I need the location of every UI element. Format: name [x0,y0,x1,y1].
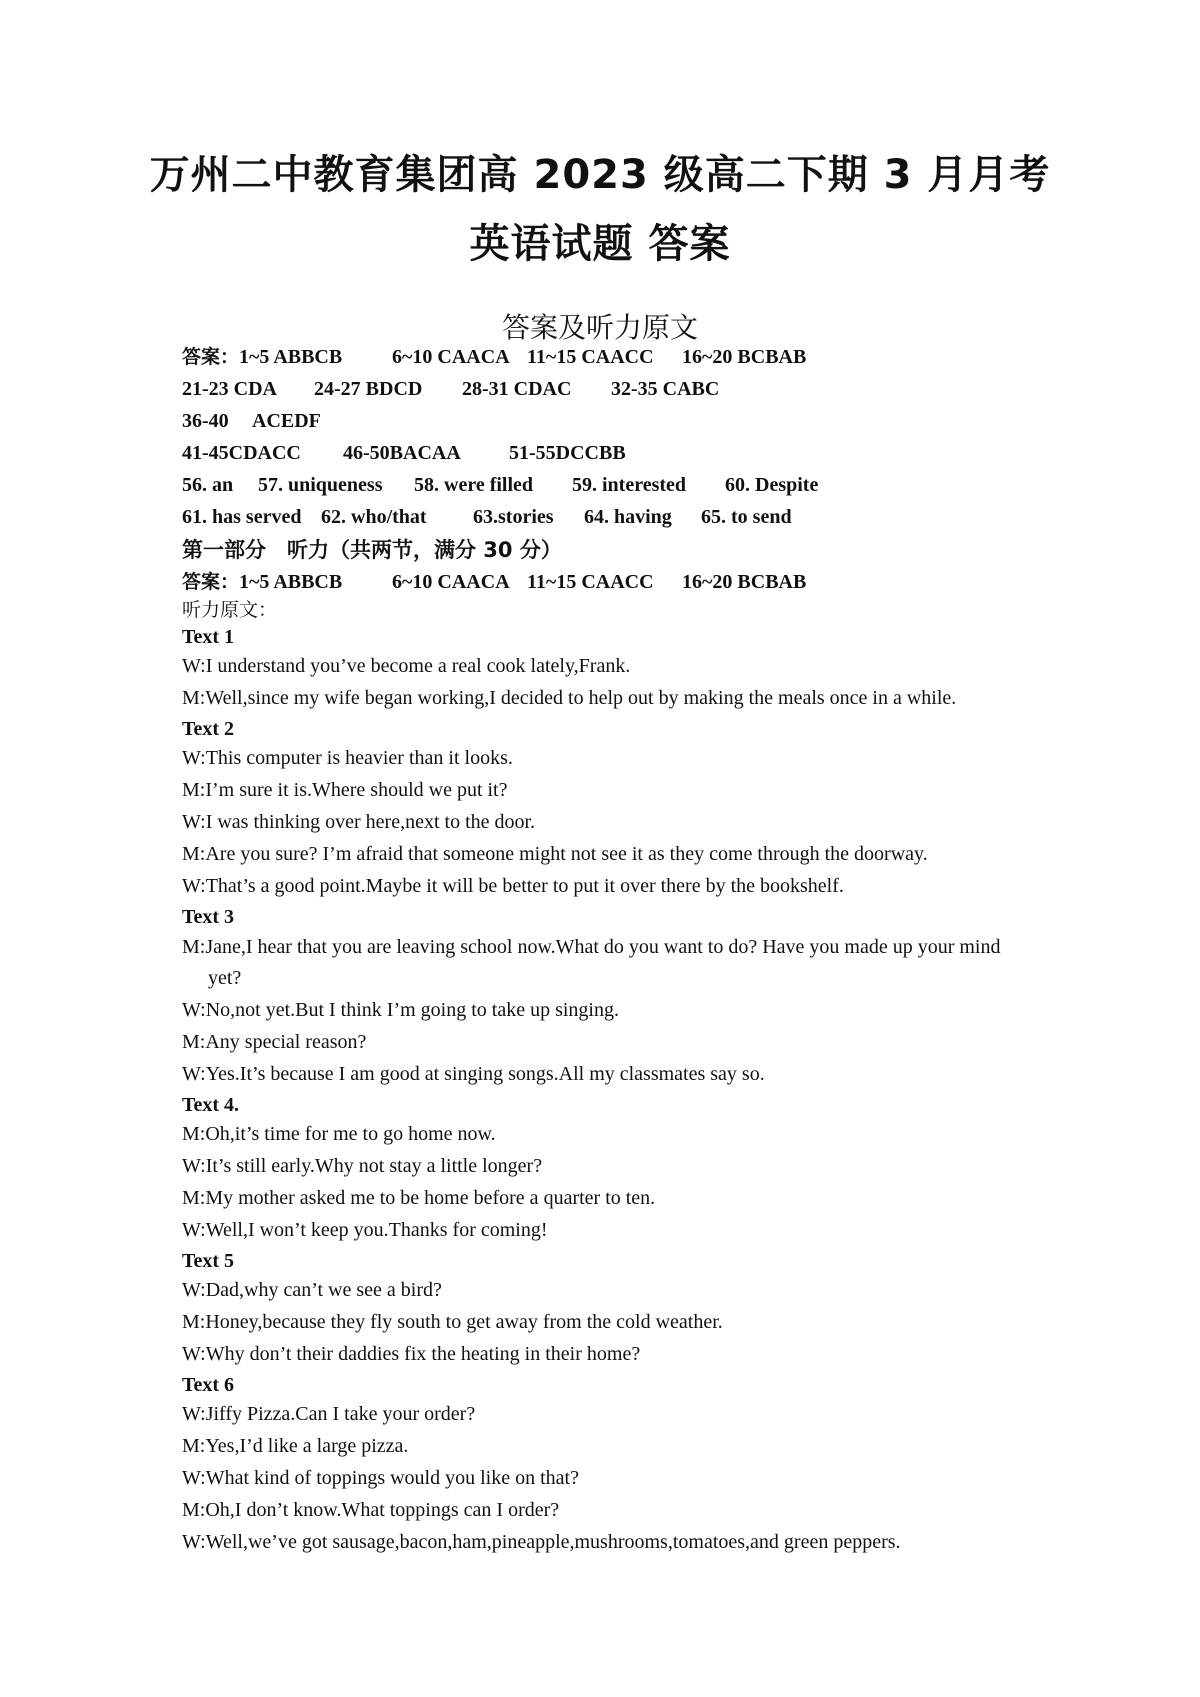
title-line-2: 英语试题 答案 [469,221,731,267]
dialogue-line: W:I was thinking over here,next to the door. [182,811,536,833]
text-header: Text 6 [182,1374,235,1396]
title-line-1: 万州二中教育集团高 2023 级高二下期 3 月月考 [149,152,1051,198]
answer-prefix: 答案： [182,571,240,593]
answer-item: 11~15 CAACC [527,346,654,368]
dialogue-line: W:Dad,why can’t we see a bird? [182,1279,442,1301]
answer-item: 57. uniqueness [258,474,383,496]
answer-item: 61. has served [182,506,302,528]
dialogue-line: W:I understand you’ve become a real cook lately,Frank. [182,655,631,677]
dialogue-line: W:Yes.It’s because I am good at singing songs.All my classmates say so. [182,1063,765,1085]
answer-item: ACEDF [252,410,321,432]
answer-row-6 [182,503,1032,535]
answer-item: 11~15 CAACC [527,571,654,593]
answer-row-3 [182,407,1032,439]
dialogue-line: W:Why don’t their daddies fix the heating in their home? [182,1343,641,1365]
dialogue-line: M:Are you sure? I’m afraid that someone might not see it as they come through the doorway. [182,843,928,865]
answer-item: 16~20 BCBAB [682,346,807,368]
text-header: Text 3 [182,906,235,928]
text-header: Text 4. [182,1094,240,1116]
transcript-label: 听力原文： [182,599,278,621]
text-header: Text 5 [182,1250,235,1272]
dialogue-line: W:It’s still early.Why not stay a little longer? [182,1155,543,1177]
answer-item: 21-23 CDA [182,378,277,400]
answer-row-4 [182,439,1032,471]
answer-item: 58. were filled [414,474,534,496]
answer-item: 60. Despite [725,474,819,496]
answer-item: 32-35 CABC [611,378,720,400]
dialogue-line: W:That’s a good point.Maybe it will be better to put it over there by the bookshelf. [182,875,844,897]
answer-item: 6~10 CAACA [392,346,510,368]
dialogue-line: M:Jane,I hear that you are leaving school now.What do you want to do? Have you made up your mind yet? [182,936,1001,989]
dialogue-line: M:Oh,I don’t know.What toppings can I order? [182,1499,560,1521]
dialogue-line: W:Well,I won’t keep you.Thanks for coming! [182,1219,548,1241]
answer-item: 51-55DCCBB [509,442,626,464]
answer-item: 63.stories [473,506,554,528]
answer-item: 46-50BACAA [343,442,461,464]
answer-item: 36-40 [182,410,229,432]
answer-row-1 [182,343,1032,375]
subtitle: 答案及听力原文 [501,311,698,344]
answer-row-5 [182,471,1032,503]
dialogue-line: M:Well,since my wife began working,I decided to help out by making the meals once in a while. [182,687,957,709]
section-1-title: 第一部分 听力（共两节，满分 30 分） [182,538,562,562]
answer-row-2 [182,375,1032,407]
dialogue-line: W:What kind of toppings would you like on that? [182,1467,579,1489]
answer-item: 16~20 BCBAB [682,571,807,593]
answer-item: 24-27 BDCD [314,378,423,400]
text-header: Text 2 [182,718,235,740]
section-1-answer [182,569,1032,598]
answer-item: 64. having [584,506,672,528]
dialogue-line: W:This computer is heavier than it looks. [182,747,513,769]
content [182,343,1032,1560]
answer-item: 28-31 CDAC [462,378,572,400]
dialogue-line: W:No,not yet.But I think I’m going to take up singing. [182,999,619,1021]
dialogue-line: M:Any special reason? [182,1031,367,1053]
answer-item: 41-45CDACC [182,442,301,464]
answer-item: 59. interested [572,474,687,496]
dialogue-line: M:I’m sure it is.Where should we put it? [182,779,508,801]
answer-item: 62. who/that [321,506,427,528]
dialogue-line: W:Well,we’ve got sausage,bacon,ham,pineapple,mushrooms,tomatoes,and green peppers. [182,1531,901,1553]
dialogue-line: M:Oh,it’s time for me to go home now. [182,1123,496,1145]
dialogue-line: M:Honey,because they fly south to get away from the cold weather. [182,1311,723,1333]
dialogue-line: W:Jiffy Pizza.Can I take your order? [182,1403,476,1425]
answer-prefix: 答案： [182,346,240,368]
answer-item: 6~10 CAACA [392,571,510,593]
answer-item: 1~5 ABBCB [239,346,343,368]
answer-item: 65. to send [701,506,792,528]
answer-item: 56. an [182,474,234,496]
dialogue-line: M:My mother asked me to be home before a quarter to ten. [182,1187,656,1209]
answer-item: 1~5 ABBCB [239,571,343,593]
dialogue-line: M:Yes,I’d like a large pizza. [182,1435,409,1457]
text-header: Text 1 [182,626,235,648]
